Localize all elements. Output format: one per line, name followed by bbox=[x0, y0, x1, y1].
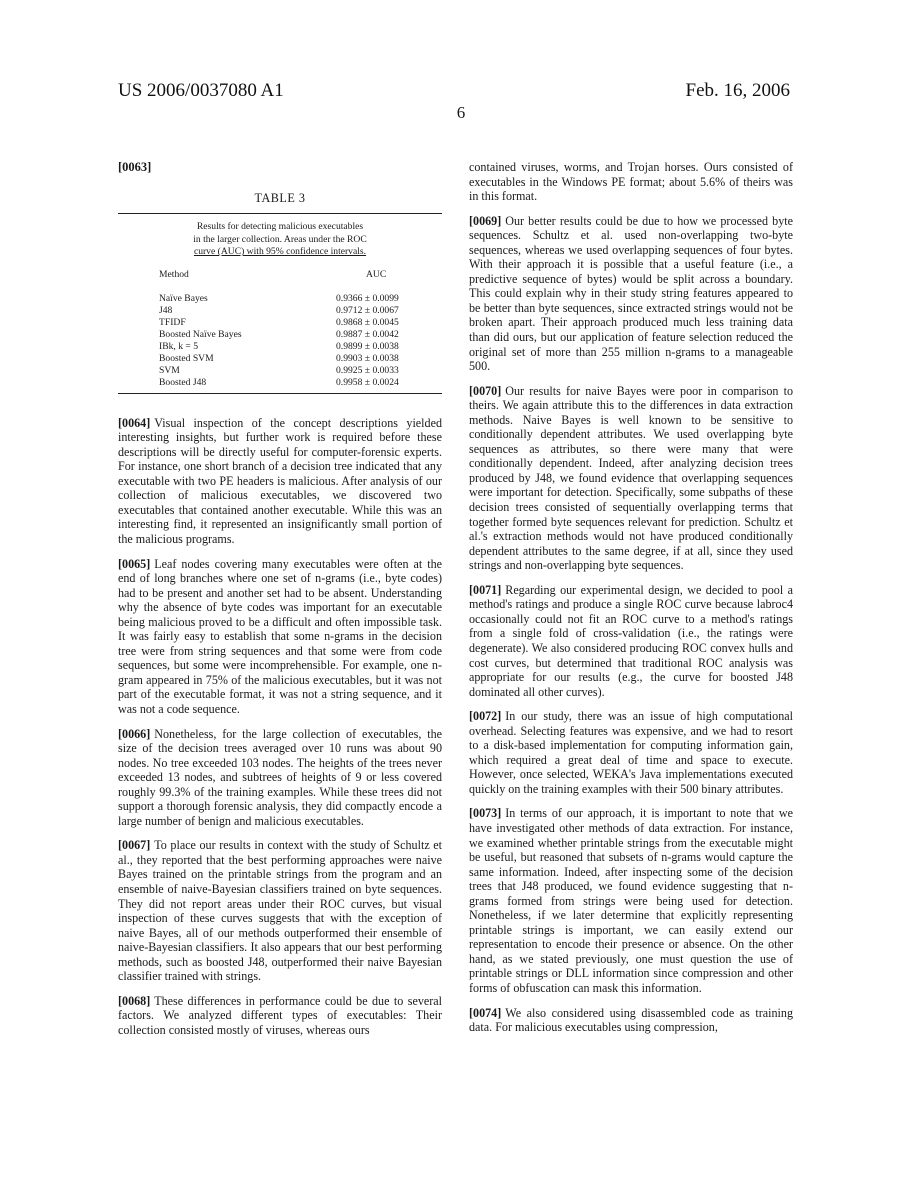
table-bottom-rule bbox=[118, 393, 442, 394]
auc-cell: 0.9712 ± 0.0067 bbox=[336, 304, 399, 316]
paragraph-text: Nonetheless, for the large collection of executables, the size of the decision trees averaged over 10 runs was about 90 nodes. No tree exceeded 103 nodes. The heights of the trees never exceeded 13 nodes, and subtrees of heights of 9 or less covered roughly 99.3% of the training examples. While these trees did not support a thorough forensic analysis, they did compactly encode a large number of benign and malicious executables. bbox=[118, 726, 442, 828]
table-row bbox=[118, 377, 442, 389]
paragraph bbox=[469, 583, 793, 699]
auc-cell: 0.9868 ± 0.0045 bbox=[336, 316, 399, 328]
paragraph-number: [0064] bbox=[118, 415, 151, 430]
column-header-method: Method bbox=[159, 268, 189, 280]
paragraph-number: [0067] bbox=[118, 838, 151, 853]
table-header-row bbox=[118, 259, 442, 293]
table-title: TABLE 3 bbox=[254, 190, 306, 205]
paragraph-number: [0072] bbox=[469, 709, 502, 724]
paragraph bbox=[469, 160, 793, 204]
right-column bbox=[469, 160, 793, 1045]
paragraph-number: [0069] bbox=[469, 213, 502, 228]
right-paragraphs bbox=[469, 160, 793, 1035]
paragraph-number: [0066] bbox=[118, 726, 151, 741]
paragraph-number: [0068] bbox=[118, 993, 151, 1008]
paragraph-number: [0074] bbox=[469, 1005, 502, 1020]
paragraph-text: Leaf nodes covering many executables were often at the end of long branches where one set of n-grams (i.e., byte codes) had to be present and another set had to be absent. Understanding why the absence of byte codes was important for an executable being malicious proved to be a difficult and often impossible task. It was fairly easy to establish that some n-grams in the decision tree were from string sequences and that some were from code sequences, but some were incomprehensible. For example, one n-gram appeared in 75% of the malicious executables, but it was not part of the executable format, it was not a string sequence, and it was not a code sequence. bbox=[118, 556, 442, 716]
page-number: 6 bbox=[456, 103, 466, 122]
method-cell: SVM bbox=[159, 364, 180, 376]
caption-line: in the larger collection. Areas under the ROC bbox=[193, 233, 367, 245]
auc-cell: 0.9903 ± 0.0038 bbox=[336, 352, 399, 364]
patent-number: US 2006/0037080 A1 bbox=[118, 80, 284, 101]
paragraph-text: Regarding our experimental design, we decided to pool a method's ratings and produce a single ROC curve because labroc4 occasionally could not fit an ROC curve to a method's ratings from a single fold of cross-validation (i.e., the ratings were degenerate). We also considered producing ROC convex hulls and cost curves, but determined that traditional ROC analysis was appropriate for our results (e.g., the curve for boosted J48 dominated all other curves). bbox=[469, 582, 793, 699]
paragraph bbox=[118, 557, 442, 717]
paragraph-text: To place our results in context with the study of Schultz et al., they reported that the best performing approaches were naive Bayes trained on the printable strings from the program and an ensemble of naive-Bayesian classifiers trained on byte sequences. They did not report areas under their ROC curves, but visual inspection of these curves suggests that with the exception of naive Bayes, all of our methods outperformed their ensemble of naive-Bayesian classifiers. It also appears that our best performing methods, such as boosted J48, outperformed their naive Bayesian classifier trained with strings. bbox=[118, 838, 442, 984]
paragraph-text: Visual inspection of the concept descriptions yielded interesting insights, but further work is required before these descriptions will be directly useful for computer-forensic experts. For instance, one short branch of a decision tree indicated that any executable with two PE headers is malicious. After analysis of our collection of malicious executables, we discovered two executables that contained another executable. While this was an interesting find, it represented an insignificantly small portion of the malicious programs. bbox=[118, 415, 442, 546]
table-row bbox=[118, 341, 442, 353]
paragraph-number: [0073] bbox=[469, 806, 502, 821]
table-caption bbox=[118, 214, 442, 259]
auc-cell: 0.9899 ± 0.0038 bbox=[336, 340, 399, 352]
paragraph bbox=[118, 838, 442, 983]
paragraph-text: contained viruses, worms, and Trojan horses. Ours consisted of executables in the Windows PE format; about 5.6% of theirs was in this format. bbox=[469, 160, 793, 204]
paragraph-text: Our results for naive Bayes were poor in comparison to theirs. We again attribute this to the differences in data extraction methods. Naive Bayes is well known to be sensitive to conditionally dependent attributes. We used overlapping byte sequences as attributes, so there were many that were conditionally dependent. Indeed, after analyzing decision trees produced by J48, we found evidence that overlapping sequences were important for detection. Specifically, some subpaths of these decision trees consisted of sequentially overlapping terms that together formed byte sequences relevant for prediction. Schultz et al.'s extraction methods would not have produced conditionally dependent attributes to the same degree, if at all, since they used strings and non-overlapping byte sequences. bbox=[469, 383, 793, 573]
method-cell: TFIDF bbox=[159, 316, 186, 328]
method-cell: J48 bbox=[159, 304, 173, 316]
column-header-auc: AUC bbox=[366, 268, 387, 280]
table-body bbox=[118, 293, 442, 393]
paragraph bbox=[469, 214, 793, 374]
auc-cell: 0.9887 ± 0.0042 bbox=[336, 328, 399, 340]
auc-cell: 0.9925 ± 0.0033 bbox=[336, 364, 399, 376]
method-cell: Boosted Naïve Bayes bbox=[159, 328, 242, 340]
publication-date: Feb. 16, 2006 bbox=[685, 80, 790, 101]
table-row bbox=[118, 329, 442, 341]
table-row bbox=[118, 293, 442, 305]
auc-cell: 0.9958 ± 0.0024 bbox=[336, 376, 399, 388]
paragraph bbox=[118, 994, 442, 1038]
method-cell: Boosted SVM bbox=[159, 352, 214, 364]
paragraph-text: We also considered using disassembled code as training data. For malicious executables using compression, bbox=[469, 1005, 793, 1035]
paragraph-text: In terms of our approach, it is important to note that we have investigated other methods of data extraction. For instance, we examined whether printable strings from the executable might be useful, but reasoned that subsets of n-grams would capture the same information. Indeed, after inspecting some of the decision trees that J48 produced, we found evidence suggesting that n-grams formed from strings were being used for detection. Nonetheless, if we later determine that explicitly representing printable strings is important, we can easily extend our representation to encode their presence or absence. On the other hand, as we stated previously, one must question the use of printable strings or DLL information since compression and other forms of obfuscation can mask this information. bbox=[469, 806, 793, 995]
left-column bbox=[118, 160, 442, 1047]
paragraph bbox=[469, 806, 793, 995]
auc-cell: 0.9366 ± 0.0099 bbox=[336, 292, 399, 304]
paragraph bbox=[469, 384, 793, 573]
paragraph bbox=[118, 727, 442, 829]
table-row bbox=[118, 305, 442, 317]
paragraph bbox=[469, 709, 793, 796]
paragraph-number: [0071] bbox=[469, 582, 502, 597]
table-row bbox=[118, 353, 442, 365]
method-cell: IBk, k = 5 bbox=[159, 340, 198, 352]
paragraph-number: [0070] bbox=[469, 383, 502, 398]
paragraph-text: Our better results could be due to how we processed byte sequences. Schultz et al. used non-overlapping two-byte sequences, whereas we used overlapping sequences of four bytes. With their approach it is possible that a useful feature (i.e., a predictive sequence of bytes) would be split across a boundary. This could explain why in their study string features appeared to be better than byte sequences, since extracted strings would not be broken apart. Their approach produced much less training data than did ours, but our application of feature selection reduced the original set of more than 255 million n-grams to a manageable 500. bbox=[469, 213, 793, 374]
results-table bbox=[118, 213, 442, 394]
paragraph-number: [0065] bbox=[118, 556, 151, 571]
caption-line: curve (AUC) with 95% confidence intervals. bbox=[193, 246, 367, 258]
left-paragraphs bbox=[118, 416, 442, 1038]
table-paragraph-number: [0063] bbox=[118, 160, 152, 174]
paragraph-text: These differences in performance could be due to several factors. We analyzed different types of executables: Their collection consisted mostly of viruses, whereas ours bbox=[118, 993, 442, 1037]
method-cell: Naïve Bayes bbox=[159, 292, 208, 304]
table-row bbox=[118, 365, 442, 377]
caption-line: Results for detecting malicious executables bbox=[196, 221, 364, 233]
paragraph-text: In our study, there was an issue of high computational overhead. Selecting features was expensive, and we had to resort to a disk-based implementation for computing information gain, which required a great deal of time and space to execute. However, once selected, WEKA's Java implementations executed quickly on the training examples with their 500 binary attributes. bbox=[469, 709, 793, 796]
table-row bbox=[118, 317, 442, 329]
method-cell: Boosted J48 bbox=[159, 376, 207, 388]
paragraph bbox=[469, 1006, 793, 1035]
paragraph bbox=[118, 416, 442, 547]
